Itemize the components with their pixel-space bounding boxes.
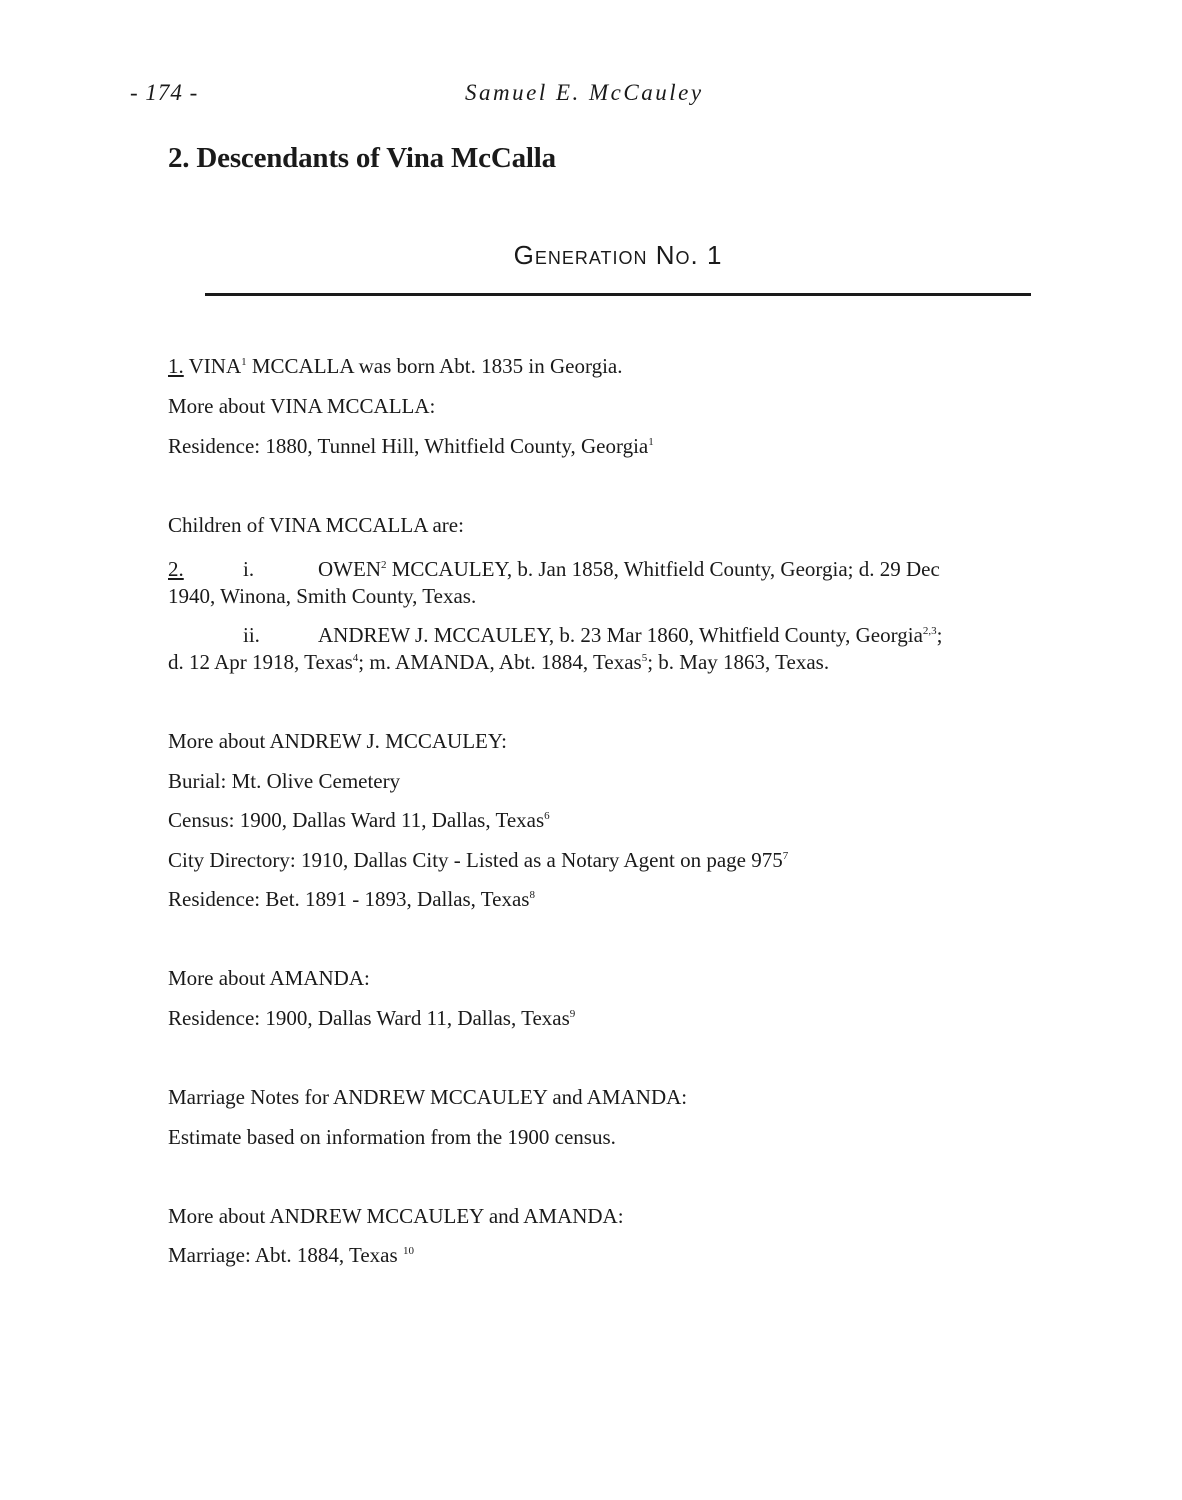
more-about-vina: More about VINA MCCALLA: (168, 394, 436, 418)
andrew-city-directory (168, 847, 788, 874)
running-header (130, 80, 1050, 110)
generation-superscript: 2 (380, 559, 387, 571)
more-about-andrew: More about ANDREW J. MCCAULEY: (168, 729, 507, 753)
child-marriage-text: ; m. AMANDA, Abt. 1884, Texas (358, 650, 642, 674)
andrew-residence (168, 886, 535, 913)
marriage-notes-heading: Marriage Notes for ANDREW MCCAULEY and AMANDA: (168, 1085, 688, 1109)
amanda-residence (168, 1005, 575, 1032)
child-details-continued: 1940, Winona, Smith County, Texas. (168, 584, 477, 608)
generation-superscript: 1 (241, 356, 247, 368)
footnote-ref: 4 (352, 652, 359, 664)
punctuation: ; (936, 623, 943, 647)
page-number: - 174 - (130, 80, 199, 105)
entry-number: 1. (168, 354, 184, 378)
child-entry-andrew (168, 622, 1046, 676)
city-directory-text: City Directory: 1910, Dallas City - Listed as a Notary Agent on page 975 (168, 848, 783, 872)
marriage-event (168, 1242, 414, 1269)
chapter-title: 2. Descendants of Vina McCalla (168, 142, 556, 174)
footnote-ref: 2,3 (922, 625, 937, 637)
footnote-ref: 6 (544, 810, 550, 822)
footnote-ref: 10 (402, 1245, 414, 1257)
residence-text: Residence: 1880, Tunnel Hill, Whitfield County, Georgia (168, 434, 649, 458)
roman-numeral: i. (243, 557, 255, 581)
andrew-burial: Burial: Mt. Olive Cemetery (168, 769, 401, 793)
census-text: Census: 1900, Dallas Ward 11, Dallas, Texas (168, 808, 545, 832)
andrew-census (168, 807, 550, 834)
footnote-ref: 7 (782, 850, 789, 862)
child-details-continued: d. 12 Apr 1918, Texas (168, 650, 353, 674)
generation-heading: Generation No. 1 (513, 240, 723, 270)
more-about-marriage: More about ANDREW MCCAULEY and AMANDA: (168, 1204, 624, 1228)
person-birth-text: MCCALLA was born Abt. 1835 in Georgia. (246, 354, 623, 378)
running-header-author: Samuel E. McCauley (465, 80, 704, 105)
footnote-ref: 8 (529, 889, 535, 901)
child-entry-owen (168, 556, 1046, 610)
marriage-notes-text: Estimate based on information from the 1900 census. (168, 1125, 616, 1149)
marriage-text: Marriage: Abt. 1884, Texas (168, 1243, 403, 1267)
vina-residence (168, 433, 654, 460)
spouse-birth-text: ; b. May 1863, Texas. (647, 650, 830, 674)
children-heading: Children of VINA MCCALLA are: (168, 513, 464, 537)
residence-text: Residence: 1900, Dallas Ward 11, Dallas, Texas (168, 1006, 570, 1030)
child-name: OWEN (318, 557, 381, 581)
roman-numeral: ii. (243, 623, 260, 647)
person-name: VINA (188, 354, 242, 378)
entry-number: 2. (168, 557, 184, 581)
footnote-ref: 1 (648, 436, 654, 448)
child-details: MCCAULEY, b. Jan 1858, Whitfield County, Georgia; d. 29 Dec (386, 557, 940, 581)
person-1-entry (168, 353, 622, 380)
residence-text: Residence: Bet. 1891 - 1893, Dallas, Texas (168, 887, 530, 911)
generation-divider (205, 293, 1031, 296)
footnote-ref: 5 (641, 652, 648, 664)
more-about-amanda: More about AMANDA: (168, 966, 370, 990)
child-details: ANDREW J. MCCAULEY, b. 23 Mar 1860, Whitfield County, Georgia (318, 623, 923, 647)
footnote-ref: 9 (569, 1008, 576, 1020)
